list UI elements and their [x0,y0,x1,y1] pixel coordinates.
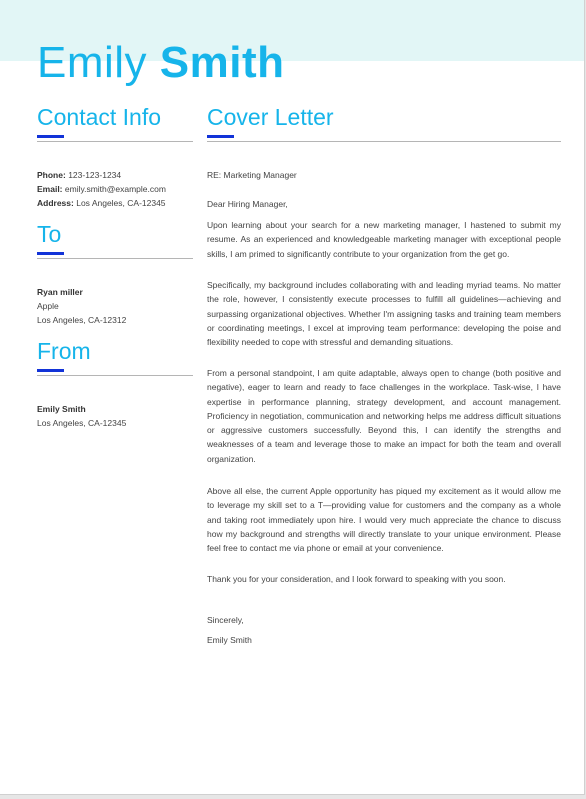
re-line: RE: Marketing Manager [207,170,297,180]
address-label: Address: [37,198,74,208]
closing: Sincerely, [207,615,244,625]
from-accent-bar [37,369,64,372]
from-divider [37,375,193,376]
cover-letter-heading: Cover Letter [207,104,334,130]
email-line [37,182,166,196]
first-name: Emily [37,38,148,87]
letter-paragraph-1: Upon learning about your search for a new marketing manager, I hastened to submit my resume. As an experienced and knowledgeable marketing manager with exceptional people skills, I am primed to significantly contribute to your organization from the get go. [207,220,561,259]
salutation: Dear Hiring Manager, [207,199,288,209]
signature: Emily Smith [207,635,252,645]
letter-paragraph-2: Specifically, my background includes collaborating with and leading myriad teams. No matter the role, however, I consistently execute processes to fulfill all guidelines—achieving and surpassing organizational objectives. Whether I'm assigning tasks and training team members or coordinating meetings, I excel at improving team performance: developing the poise and flexibility needed to cope with stressful and demanding situations. [207,280,561,348]
email-value: emily.smith@example.com [64,184,166,194]
sender-name [37,402,86,416]
to-accent-bar [37,252,64,255]
letter-paragraph-5: Thank you for your consideration, and I look forward to speaking with you soon. [207,574,506,584]
from-heading: From [37,338,91,364]
sender-address: Los Angeles, CA-12345 [37,418,127,428]
contact-info-heading: Contact Info [37,104,162,130]
letter-paragraph-4: Above all else, the current Apple opportunity has piqued my excitement as it would allow me to leverage my skill set to a T—providing value for customers and the company as a whole and taking root immediately upon hire. I would very much appreciate the chance to discuss how my background and strengths will directly translate to your unique environment. Please feel free to contact me via phone or email at your convenience. [207,486,561,554]
letter-accent-bar [207,135,234,138]
last-name: Smith [159,38,285,87]
recipient-address: Los Angeles, CA-12312 [37,315,127,325]
contact-divider [37,141,193,142]
recipient-name-text: Ryan miller [37,287,83,297]
recipient-company: Apple [37,301,59,311]
contact-accent-bar [37,135,64,138]
phone-label: Phone: [37,170,66,180]
applicant-name [37,37,285,89]
sender-name-text: Emily Smith [37,404,86,414]
address-value: Los Angeles, CA-12345 [76,198,166,208]
address-line [37,196,166,210]
phone-value: 123-123-1234 [68,170,122,180]
recipient-name [37,285,83,299]
to-heading: To [37,221,62,247]
to-divider [37,258,193,259]
letter-divider [207,141,561,142]
email-label: Email: [37,184,63,194]
letter-paragraph-3: From a personal standpoint, I am quite adaptable, always open to change (both positive and negative), eager to learn and ready to face challenges in the workplace. Task-wise, I have expertise in performance planning, strategy development, and account management. Proficiency in negotiation, communication and networking helps me address difficult situations or aggressive customers successfully. Beyond this, I can identify the strengths and weaknesses of a team and leverage those to make an impact for both the team and overall organization. [207,368,561,464]
phone-line [37,168,121,182]
